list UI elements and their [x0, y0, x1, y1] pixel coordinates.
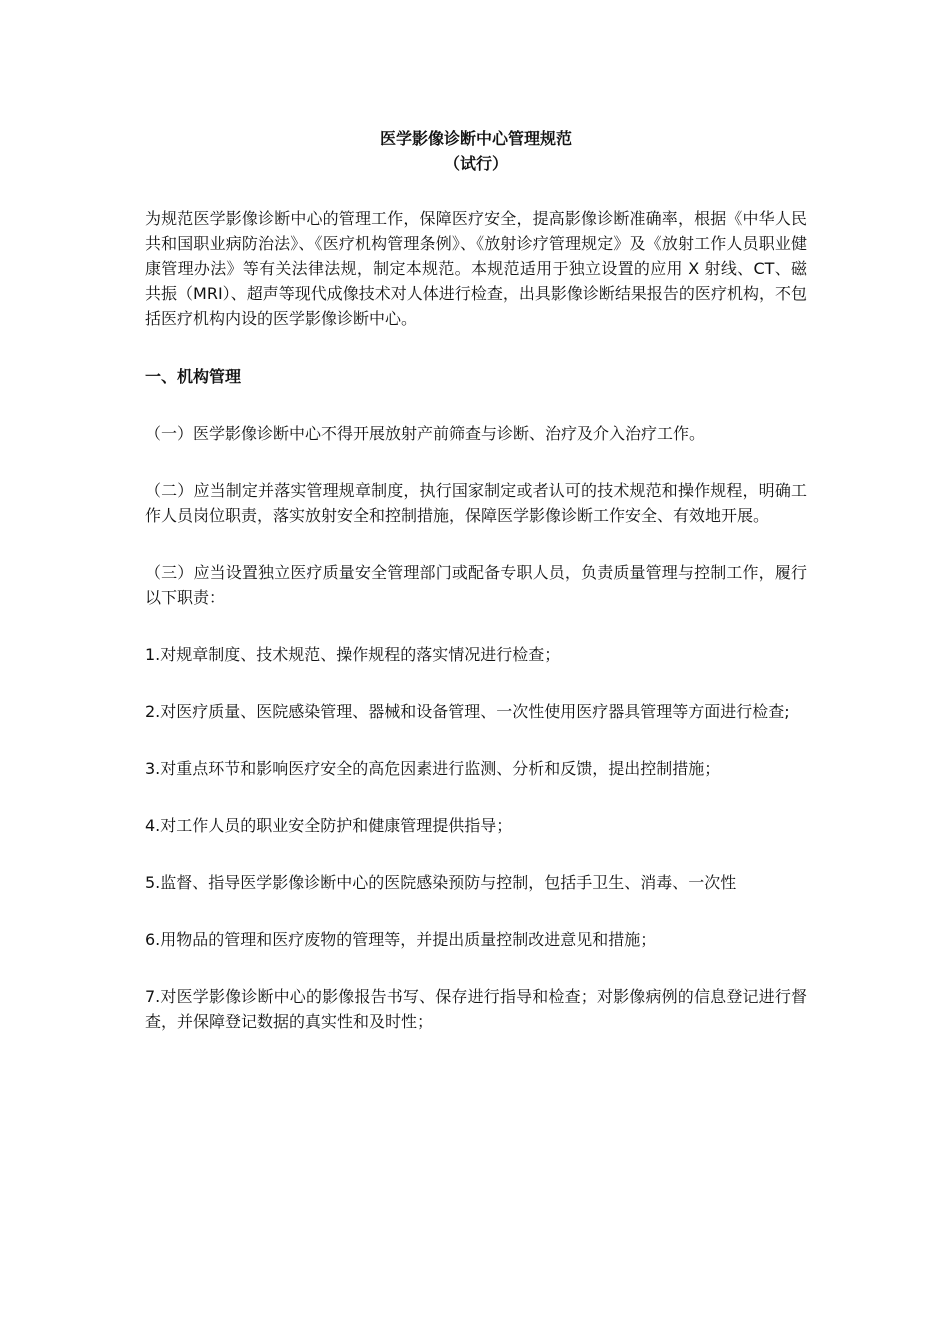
clause-3: （三）应当设置独立医疗质量安全管理部门或配备专职人员，负责质量管理与控制工作，履行以下职责： [145, 563, 807, 607]
document-subtitle: （试行） [443, 154, 508, 173]
duty-item-1: 1.对规章制度、技术规范、操作规程的落实情况进行检查； [145, 645, 561, 664]
duty-item-2: 2.对医疗质量、医院感染管理、器械和设备管理、一次性使用医疗器具管理等方面进行检查; [145, 702, 790, 721]
clause-2: （二）应当制定并落实管理规章制度，执行国家制定或者认可的技术规范和操作规程，明确工作人员岗位职责，落实放射安全和控制措施，保障医学影像诊断工作安全、有效地开展。 [145, 481, 807, 525]
section-heading: 一、机构管理 [145, 367, 242, 386]
document-body [145, 126, 807, 1066]
duty-item-6: 6.用物品的管理和医疗废物的管理等，并提出质量控制改进意见和措施； [145, 930, 657, 949]
clause-1: （一）医学影像诊断中心不得开展放射产前筛查与诊断、治疗及介入治疗工作。 [145, 424, 706, 443]
duty-item-3: 3.对重点环节和影响医疗安全的高危因素进行监测、分析和反馈，提出控制措施； [145, 759, 721, 778]
document-title: 医学影像诊断中心管理规范 [379, 129, 572, 148]
duty-item-7: 7.对医学影像诊断中心的影像报告书写、保存进行指导和检查；对影像病例的信息登记进行督查，并保障登记数据的真实性和及时性； [145, 987, 807, 1031]
intro-paragraph: 为规范医学影像诊断中心的管理工作，保障医疗安全，提高影像诊断准确率，根据《中华人民共和国职业病防治法》、《医疗机构管理条例》、《放射诊疗管理规定》及《放射工作人员职业健康管理办法》等有关法律法规，制定本规范。本规范适用于独立设置的应用 X 射线、CT、磁共振（MRI）、超声等现代成像技术对人体进行检查，出具影像诊断结果报告的医疗机构，不包括医疗机构内设的医学影像诊断中心。 [145, 209, 807, 328]
duty-item-5: 5.监督、指导医学影像诊断中心的医院感染预防与控制，包括手卫生、消毒、一次性 [145, 873, 737, 892]
duty-item-4: 4.对工作人员的职业安全防护和健康管理提供指导； [145, 816, 513, 835]
